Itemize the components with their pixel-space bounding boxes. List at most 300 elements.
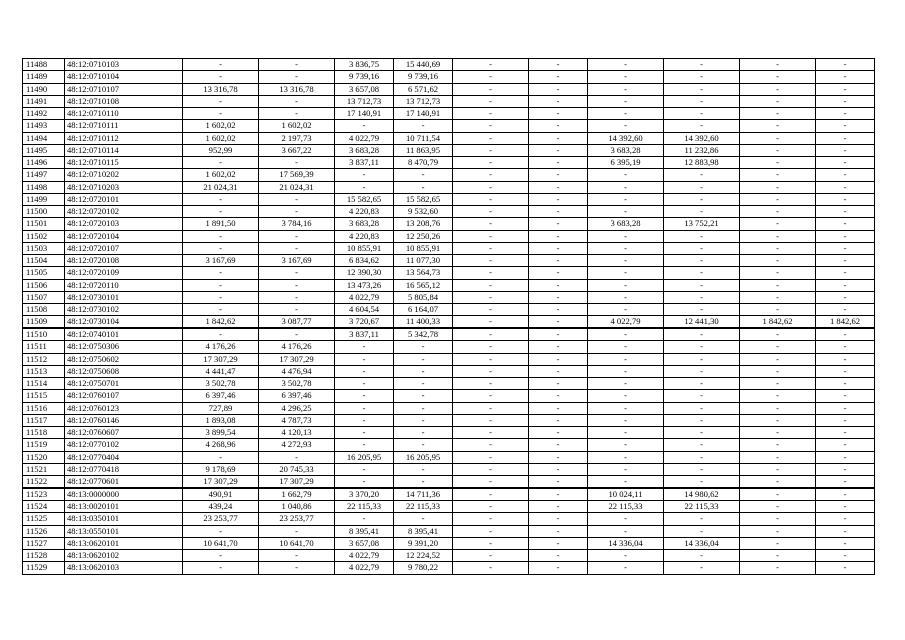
value-cell: -: [453, 550, 529, 562]
value-cell: -: [394, 341, 453, 353]
value-cell: 3 837,11: [335, 157, 394, 169]
row-number-cell: 11498: [23, 181, 65, 193]
value-cell: -: [453, 132, 529, 144]
table-row: [23, 83, 875, 95]
cadastral-code-cell: 48:12:0720108: [65, 255, 183, 267]
value-cell: -: [664, 206, 740, 218]
value-cell: 5 805,84: [394, 291, 453, 303]
value-cell: -: [740, 562, 816, 574]
value-cell: -: [529, 316, 588, 329]
row-number-cell: 11518: [23, 427, 65, 439]
value-cell: -: [664, 193, 740, 205]
value-cell: -: [453, 71, 529, 83]
value-cell: 4 220,83: [335, 230, 394, 242]
value-cell: -: [335, 120, 394, 132]
value-cell: -: [740, 157, 816, 169]
value-cell: 8 395,41: [335, 525, 394, 537]
value-cell: -: [588, 550, 664, 562]
value-cell: -: [816, 562, 875, 574]
cadastral-code-cell: 48:12:0720107: [65, 242, 183, 254]
value-cell: -: [588, 83, 664, 95]
value-cell: 3 167,69: [183, 255, 259, 267]
cadastral-code-cell: 48:12:0750306: [65, 341, 183, 353]
value-cell: -: [529, 193, 588, 205]
value-cell: -: [740, 513, 816, 525]
value-cell: 4 022,79: [335, 562, 394, 574]
value-cell: -: [664, 463, 740, 475]
cadastral-code-cell: 48:12:0720102: [65, 206, 183, 218]
value-cell: -: [740, 402, 816, 414]
value-cell: -: [740, 365, 816, 377]
row-number-cell: 11496: [23, 157, 65, 169]
value-cell: -: [453, 328, 529, 341]
value-cell: 3 683,28: [588, 144, 664, 156]
value-cell: -: [664, 291, 740, 303]
value-cell: -: [816, 108, 875, 120]
value-cell: -: [664, 169, 740, 181]
value-cell: -: [816, 513, 875, 525]
value-cell: 20 745,33: [259, 463, 335, 475]
value-cell: -: [740, 525, 816, 537]
value-cell: -: [335, 427, 394, 439]
cadastral-code-cell: 48:12:0760607: [65, 427, 183, 439]
table-row: [23, 451, 875, 463]
table-row: [23, 144, 875, 156]
table-row: [23, 476, 875, 489]
value-cell: 3 657,08: [335, 537, 394, 549]
value-cell: 14 336,04: [664, 537, 740, 549]
table-row: [23, 414, 875, 426]
value-cell: -: [816, 365, 875, 377]
value-cell: -: [740, 353, 816, 365]
value-cell: 4 441,47: [183, 365, 259, 377]
cadastral-code-cell: 48:12:0710104: [65, 71, 183, 83]
value-cell: -: [664, 181, 740, 193]
row-number-cell: 11503: [23, 242, 65, 254]
value-cell: 1 662,79: [259, 488, 335, 501]
row-number-cell: 11501: [23, 218, 65, 230]
cadastral-code-cell: 48:12:0770404: [65, 451, 183, 463]
value-cell: -: [740, 291, 816, 303]
value-cell: 23 253,77: [259, 513, 335, 525]
table-row: [23, 537, 875, 549]
value-cell: 16 205,95: [335, 451, 394, 463]
value-cell: 11 863,95: [394, 144, 453, 156]
value-cell: -: [740, 476, 816, 489]
row-number-cell: 11522: [23, 476, 65, 489]
value-cell: -: [588, 242, 664, 254]
table-row: [23, 230, 875, 242]
cadastral-code-cell: 48:13:0620102: [65, 550, 183, 562]
table-row: [23, 71, 875, 83]
value-cell: -: [740, 83, 816, 95]
value-cell: -: [740, 550, 816, 562]
value-cell: -: [259, 108, 335, 120]
value-cell: -: [740, 451, 816, 463]
value-cell: -: [394, 513, 453, 525]
value-cell: -: [453, 169, 529, 181]
value-cell: -: [529, 537, 588, 549]
value-cell: -: [588, 378, 664, 390]
value-cell: 1 602,02: [183, 169, 259, 181]
value-cell: -: [816, 59, 875, 71]
value-cell: 22 115,33: [588, 501, 664, 513]
value-cell: -: [664, 525, 740, 537]
value-cell: -: [740, 463, 816, 475]
value-cell: -: [453, 144, 529, 156]
value-cell: -: [816, 550, 875, 562]
value-cell: -: [453, 120, 529, 132]
row-number-cell: 11506: [23, 279, 65, 291]
value-cell: -: [259, 562, 335, 574]
value-cell: 21 024,31: [183, 181, 259, 193]
table-row: [23, 193, 875, 205]
table-row: [23, 378, 875, 390]
value-cell: -: [183, 71, 259, 83]
value-cell: -: [588, 451, 664, 463]
value-cell: -: [588, 71, 664, 83]
value-cell: 11 232,86: [664, 144, 740, 156]
value-cell: -: [529, 353, 588, 365]
value-cell: -: [453, 537, 529, 549]
value-cell: -: [453, 291, 529, 303]
value-cell: -: [664, 550, 740, 562]
value-cell: -: [816, 181, 875, 193]
row-number-cell: 11489: [23, 71, 65, 83]
value-cell: 8 395,41: [394, 525, 453, 537]
value-cell: 1 602,02: [183, 132, 259, 144]
value-cell: 4 476,94: [259, 365, 335, 377]
value-cell: -: [588, 59, 664, 71]
cadastral-code-cell: 48:12:0750701: [65, 378, 183, 390]
value-cell: -: [529, 169, 588, 181]
value-cell: -: [183, 59, 259, 71]
value-cell: 14 336,04: [588, 537, 664, 549]
value-cell: 16 205,95: [394, 451, 453, 463]
cadastral-code-cell: 48:12:0770102: [65, 439, 183, 451]
row-number-cell: 11514: [23, 378, 65, 390]
value-cell: -: [529, 59, 588, 71]
value-cell: -: [816, 439, 875, 451]
table-row: [23, 169, 875, 181]
row-number-cell: 11529: [23, 562, 65, 574]
value-cell: -: [740, 181, 816, 193]
value-cell: -: [453, 230, 529, 242]
value-cell: -: [183, 291, 259, 303]
value-cell: -: [664, 378, 740, 390]
table-row: [23, 206, 875, 218]
value-cell: -: [588, 255, 664, 267]
value-cell: -: [588, 304, 664, 316]
value-cell: -: [453, 316, 529, 329]
value-cell: 4 268,96: [183, 439, 259, 451]
cadastral-code-cell: 48:12:0720110: [65, 279, 183, 291]
value-cell: -: [335, 476, 394, 489]
value-cell: -: [740, 501, 816, 513]
cadastral-code-cell: 48:12:0720101: [65, 193, 183, 205]
value-cell: -: [259, 193, 335, 205]
value-cell: 22 115,33: [394, 501, 453, 513]
row-number-cell: 11490: [23, 83, 65, 95]
value-cell: -: [183, 451, 259, 463]
value-cell: -: [740, 242, 816, 254]
value-cell: -: [529, 390, 588, 402]
row-number-cell: 11513: [23, 365, 65, 377]
value-cell: -: [183, 206, 259, 218]
cadastral-code-cell: 48:12:0760146: [65, 414, 183, 426]
table-row: [23, 488, 875, 501]
value-cell: 13 564,73: [394, 267, 453, 279]
value-cell: 23 253,77: [183, 513, 259, 525]
cadastral-code-cell: 48:12:0710111: [65, 120, 183, 132]
value-cell: -: [816, 328, 875, 341]
value-cell: -: [529, 157, 588, 169]
value-cell: 1 842,62: [183, 316, 259, 329]
value-cell: 3 502,78: [183, 378, 259, 390]
value-cell: 3 167,69: [259, 255, 335, 267]
table-row: [23, 267, 875, 279]
value-cell: -: [816, 157, 875, 169]
value-cell: 9 780,22: [394, 562, 453, 574]
row-number-cell: 11507: [23, 291, 65, 303]
value-cell: -: [183, 267, 259, 279]
table-row: [23, 463, 875, 475]
cadastral-code-cell: 48:12:0720104: [65, 230, 183, 242]
table-row: [23, 279, 875, 291]
table-row: [23, 255, 875, 267]
value-cell: 1 040,86: [259, 501, 335, 513]
cadastral-code-cell: 48:13:0620101: [65, 537, 183, 549]
cadastral-code-cell: 48:13:0620103: [65, 562, 183, 574]
value-cell: 9 739,16: [394, 71, 453, 83]
value-cell: 1 842,62: [740, 316, 816, 329]
value-cell: -: [453, 476, 529, 489]
value-cell: -: [664, 562, 740, 574]
value-cell: -: [816, 193, 875, 205]
value-cell: 6 571,62: [394, 83, 453, 95]
row-number-cell: 11492: [23, 108, 65, 120]
cadastral-code-cell: 48:12:0730101: [65, 291, 183, 303]
cadastral-code-cell: 48:12:0760107: [65, 390, 183, 402]
table-row: [23, 439, 875, 451]
table-row: [23, 181, 875, 193]
value-cell: -: [664, 83, 740, 95]
cadastral-code-cell: 48:13:0000000: [65, 488, 183, 501]
value-cell: -: [183, 328, 259, 341]
value-cell: 3 683,28: [588, 218, 664, 230]
value-cell: 3 657,08: [335, 83, 394, 95]
row-number-cell: 11523: [23, 488, 65, 501]
value-cell: -: [529, 439, 588, 451]
value-cell: -: [183, 242, 259, 254]
cadastral-code-cell: 48:12:0760123: [65, 402, 183, 414]
row-number-cell: 11524: [23, 501, 65, 513]
value-cell: 5 342,78: [394, 328, 453, 341]
value-cell: -: [816, 525, 875, 537]
value-cell: -: [664, 95, 740, 107]
value-cell: 3 667,22: [259, 144, 335, 156]
value-cell: -: [740, 218, 816, 230]
value-cell: 22 115,33: [335, 501, 394, 513]
value-cell: -: [259, 328, 335, 341]
value-cell: -: [664, 353, 740, 365]
value-cell: -: [816, 402, 875, 414]
value-cell: 11 400,33: [394, 316, 453, 329]
table-row: [23, 291, 875, 303]
value-cell: -: [740, 328, 816, 341]
table-row: [23, 218, 875, 230]
value-cell: -: [740, 488, 816, 501]
value-cell: -: [529, 242, 588, 254]
table-row: [23, 341, 875, 353]
cadastral-code-cell: 48:12:0750608: [65, 365, 183, 377]
row-number-cell: 11508: [23, 304, 65, 316]
value-cell: -: [529, 181, 588, 193]
value-cell: -: [588, 328, 664, 341]
value-cell: -: [183, 304, 259, 316]
value-cell: -: [664, 279, 740, 291]
value-cell: -: [740, 71, 816, 83]
cadastral-code-cell: 48:12:0720109: [65, 267, 183, 279]
cadastral-code-cell: 48:12:0710107: [65, 83, 183, 95]
table-row: [23, 353, 875, 365]
value-cell: -: [740, 255, 816, 267]
value-cell: 3 502,78: [259, 378, 335, 390]
value-cell: -: [259, 304, 335, 316]
value-cell: -: [529, 488, 588, 501]
value-cell: -: [453, 193, 529, 205]
value-cell: -: [588, 513, 664, 525]
value-cell: -: [740, 132, 816, 144]
value-cell: -: [588, 279, 664, 291]
value-cell: -: [664, 427, 740, 439]
cadastral-code-cell: 48:12:0730102: [65, 304, 183, 316]
value-cell: 727,89: [183, 402, 259, 414]
value-cell: -: [588, 402, 664, 414]
value-cell: -: [816, 378, 875, 390]
value-cell: -: [588, 562, 664, 574]
value-cell: 15 440,69: [394, 59, 453, 71]
value-cell: -: [453, 218, 529, 230]
value-cell: 3 370,20: [335, 488, 394, 501]
value-cell: -: [816, 476, 875, 489]
value-cell: 10 711,54: [394, 132, 453, 144]
value-cell: -: [183, 95, 259, 107]
value-cell: 1 891,50: [183, 218, 259, 230]
table-row: [23, 316, 875, 329]
value-cell: -: [740, 108, 816, 120]
value-cell: 6 397,46: [259, 390, 335, 402]
row-number-cell: 11493: [23, 120, 65, 132]
value-cell: -: [588, 181, 664, 193]
value-cell: 4 120,13: [259, 427, 335, 439]
value-cell: -: [664, 120, 740, 132]
value-cell: -: [588, 476, 664, 489]
value-cell: 952,99: [183, 144, 259, 156]
value-cell: -: [259, 157, 335, 169]
cadastral-code-cell: 48:12:0770418: [65, 463, 183, 475]
value-cell: -: [335, 463, 394, 475]
value-cell: -: [335, 365, 394, 377]
value-cell: -: [183, 550, 259, 562]
value-cell: 4 604,54: [335, 304, 394, 316]
value-cell: -: [453, 304, 529, 316]
row-number-cell: 11502: [23, 230, 65, 242]
value-cell: -: [529, 476, 588, 489]
value-cell: 2 197,73: [259, 132, 335, 144]
value-cell: -: [529, 402, 588, 414]
value-cell: -: [816, 169, 875, 181]
value-cell: -: [588, 463, 664, 475]
row-number-cell: 11505: [23, 267, 65, 279]
value-cell: -: [816, 341, 875, 353]
value-cell: -: [529, 144, 588, 156]
table-row: [23, 304, 875, 316]
value-cell: -: [740, 230, 816, 242]
value-cell: -: [816, 120, 875, 132]
value-cell: -: [816, 242, 875, 254]
value-cell: -: [588, 353, 664, 365]
value-cell: -: [664, 513, 740, 525]
value-cell: -: [740, 279, 816, 291]
value-cell: -: [183, 157, 259, 169]
value-cell: -: [816, 353, 875, 365]
value-cell: -: [588, 267, 664, 279]
value-cell: 6 164,07: [394, 304, 453, 316]
table-row: [23, 157, 875, 169]
value-cell: 8 470,79: [394, 157, 453, 169]
value-cell: 14 392,60: [588, 132, 664, 144]
value-cell: 1 842,62: [816, 316, 875, 329]
value-cell: -: [453, 488, 529, 501]
value-cell: -: [529, 501, 588, 513]
value-cell: -: [183, 525, 259, 537]
value-cell: -: [394, 476, 453, 489]
value-cell: -: [664, 341, 740, 353]
value-cell: -: [453, 255, 529, 267]
value-cell: 1 893,08: [183, 414, 259, 426]
value-cell: 14 711,36: [394, 488, 453, 501]
value-cell: -: [394, 463, 453, 475]
value-cell: -: [664, 476, 740, 489]
value-cell: 15 582,65: [394, 193, 453, 205]
value-cell: -: [453, 463, 529, 475]
value-cell: -: [816, 304, 875, 316]
value-cell: -: [453, 513, 529, 525]
value-cell: -: [588, 291, 664, 303]
value-cell: -: [453, 378, 529, 390]
value-cell: -: [740, 59, 816, 71]
value-cell: 4 022,79: [588, 316, 664, 329]
value-cell: -: [529, 120, 588, 132]
cadastral-code-cell: 48:12:0720103: [65, 218, 183, 230]
value-cell: -: [453, 181, 529, 193]
value-cell: -: [588, 206, 664, 218]
value-cell: -: [816, 463, 875, 475]
table-row: [23, 390, 875, 402]
value-cell: -: [183, 230, 259, 242]
value-cell: -: [816, 132, 875, 144]
value-cell: -: [816, 427, 875, 439]
value-cell: -: [453, 83, 529, 95]
value-cell: -: [529, 513, 588, 525]
value-cell: -: [529, 304, 588, 316]
value-cell: -: [529, 291, 588, 303]
value-cell: -: [259, 279, 335, 291]
table-row: [23, 525, 875, 537]
value-cell: 13 473,26: [335, 279, 394, 291]
value-cell: 10 641,70: [259, 537, 335, 549]
